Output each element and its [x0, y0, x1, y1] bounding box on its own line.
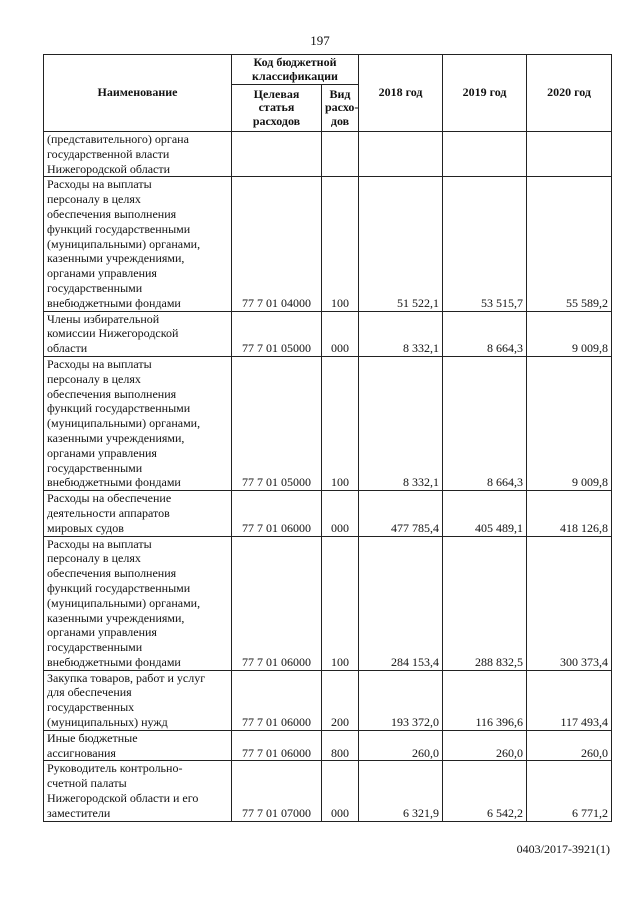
row-name-cell	[44, 356, 232, 490]
row-name-text: (представительного) органа государственной власти Нижегородской области	[47, 132, 189, 176]
row-name-cell	[44, 177, 232, 311]
row-target-article-cell: 77 7 01 06000	[232, 670, 322, 730]
row-name-cell	[44, 670, 232, 730]
table-header	[44, 55, 612, 132]
header-code-group: Код бюджетной классификации	[232, 55, 359, 85]
table-row	[44, 761, 612, 821]
row-2020-cell	[527, 132, 612, 177]
row-name-text: Закупка товаров, работ и услуг для обеспечения государственных (муниципальных) нужд	[47, 670, 206, 730]
table-row	[44, 491, 612, 536]
row-name-text: Расходы на выплаты персоналу в целях обеспечения выполнения функций государственными (муниципальными) органами, казенными учреждениями, органами управления государственными внебюджетными фондами	[47, 177, 201, 310]
row-target-article-cell: 77 7 01 05000	[232, 311, 322, 356]
row-target-article-cell: 77 7 01 07000	[232, 761, 322, 821]
row-2018-cell: 8 332,1	[359, 356, 443, 490]
row-name-text: Расходы на выплаты персоналу в целях обеспечения выполнения функций государственными (муниципальными) органами, казенными учреждениями, органами управления государственными внебюджетными фондами	[47, 536, 201, 669]
table-row	[44, 356, 612, 490]
table-row	[44, 311, 612, 356]
table-row	[44, 670, 612, 730]
header-year-2019: 2019 год	[443, 55, 527, 132]
row-name-text: Руководитель контрольно- счетной палаты Нижегородской области и его заместители	[47, 761, 199, 820]
row-2020-cell: 418 126,8	[527, 491, 612, 536]
row-target-article-cell: 77 7 01 04000	[232, 177, 322, 311]
row-expense-type-cell: 800	[322, 730, 359, 761]
row-name-cell	[44, 536, 232, 670]
row-expense-type-cell: 000	[322, 761, 359, 821]
row-target-article-cell: 77 7 01 06000	[232, 491, 322, 536]
header-year-2020: 2020 год	[527, 55, 612, 132]
row-name-cell	[44, 132, 232, 177]
row-2019-cell: 405 489,1	[443, 491, 527, 536]
row-2019-cell: 8 664,3	[443, 311, 527, 356]
row-2018-cell: 6 321,9	[359, 761, 443, 821]
row-2019-cell: 8 664,3	[443, 356, 527, 490]
row-expense-type-cell: 000	[322, 491, 359, 536]
row-2018-cell: 8 332,1	[359, 311, 443, 356]
row-name-cell	[44, 491, 232, 536]
row-2020-cell: 300 373,4	[527, 536, 612, 670]
table-row	[44, 177, 612, 311]
row-2019-cell: 116 396,6	[443, 670, 527, 730]
row-2020-cell: 9 009,8	[527, 356, 612, 490]
row-2018-cell: 51 522,1	[359, 177, 443, 311]
row-expense-type-cell: 200	[322, 670, 359, 730]
row-name-cell	[44, 730, 232, 761]
row-name-text: Члены избирательной комиссии Нижегородской области	[47, 311, 179, 356]
row-name-text: Иные бюджетные ассигнования	[47, 730, 138, 760]
row-name-cell	[44, 761, 232, 821]
header-year-2018: 2018 год	[359, 55, 443, 132]
row-target-article-cell: 77 7 01 06000	[232, 730, 322, 761]
row-name-text: Расходы на обеспечение деятельности аппаратов мировых судов	[47, 491, 172, 535]
row-expense-type-cell: 100	[322, 356, 359, 490]
row-target-article-cell: 77 7 01 05000	[232, 356, 322, 490]
table-row	[44, 730, 612, 761]
row-expense-type-cell: 100	[322, 536, 359, 670]
header-expense-type: Вид расхо-дов	[322, 85, 359, 132]
table-row	[44, 536, 612, 670]
table-body	[44, 132, 612, 822]
row-expense-type-cell	[322, 132, 359, 177]
budget-table	[43, 54, 612, 822]
row-2020-cell: 117 493,4	[527, 670, 612, 730]
header-target-article: Целевая статья расходов	[232, 85, 322, 132]
row-2018-cell: 193 372,0	[359, 670, 443, 730]
row-2019-cell	[443, 132, 527, 177]
row-target-article-cell: 77 7 01 06000	[232, 536, 322, 670]
page-number: 197	[310, 33, 330, 48]
row-2020-cell: 9 009,8	[527, 311, 612, 356]
row-expense-type-cell: 000	[322, 311, 359, 356]
row-name-cell	[44, 311, 232, 356]
row-2018-cell	[359, 132, 443, 177]
row-expense-type-cell: 100	[322, 177, 359, 311]
row-2019-cell: 6 542,2	[443, 761, 527, 821]
row-2020-cell: 260,0	[527, 730, 612, 761]
header-name: Наименование	[44, 55, 232, 132]
row-2018-cell: 477 785,4	[359, 491, 443, 536]
table-row	[44, 132, 612, 177]
row-2018-cell: 260,0	[359, 730, 443, 761]
row-target-article-cell	[232, 132, 322, 177]
row-name-text: Расходы на выплаты персоналу в целях обеспечения выполнения функций государственными (муниципальными) органами, казенными учреждениями, органами управления государственными внебюджетными фондами	[47, 356, 201, 490]
row-2020-cell: 6 771,2	[527, 761, 612, 821]
document-code: 0403/2017-3921(1)	[516, 842, 610, 856]
row-2019-cell: 260,0	[443, 730, 527, 761]
row-2018-cell: 284 153,4	[359, 536, 443, 670]
row-2020-cell: 55 589,2	[527, 177, 612, 311]
row-2019-cell: 288 832,5	[443, 536, 527, 670]
row-2019-cell: 53 515,7	[443, 177, 527, 311]
